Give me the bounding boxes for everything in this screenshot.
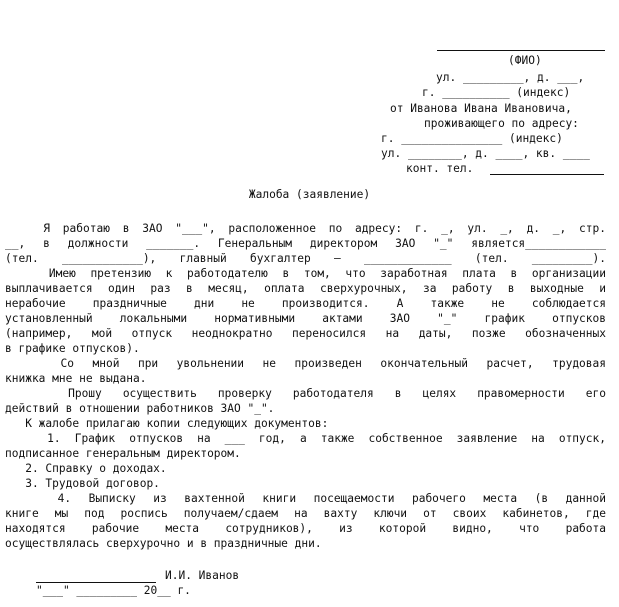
signature-name: И.И. Иванов <box>165 569 240 582</box>
signature-rule <box>36 582 156 583</box>
body-line: 1. График отпусков на ___ год, а также собственное заявление на отпуск, <box>5 432 606 445</box>
body-line: книге мы под роспись получаем/сдаем на вахту ключи от своих кабинетов, где <box>5 507 606 520</box>
body-line: книжка мне не выдана. <box>5 372 147 385</box>
body-line: установленный локальными нормативными актами ЗАО "_" график отпусков <box>5 312 606 325</box>
body-line: выплачивается один раз в месяц, оплата сверхурочных, за работу в выходные и <box>5 282 606 295</box>
sender-living: проживающего по адресу: <box>424 117 579 130</box>
fio-label: (ФИО) <box>508 54 542 67</box>
body-line: 2. Справку о доходах. <box>5 462 167 475</box>
sender-street: ул. ________, д. ____, кв. ____ <box>381 147 590 160</box>
body-line: Имею претензию к работодателю в том, что заработная плата в организации <box>5 267 606 280</box>
body-line: нерабочие праздничные дни не производится. А также не соблюдается <box>5 297 606 310</box>
body-line: Я работаю в ЗАО "___", расположенное по адресу: г. _, ул. _, д. _, стр. <box>5 222 606 235</box>
body-line: 3. Трудовой договор. <box>5 477 160 490</box>
body-line: в графике отпусков). <box>5 342 140 355</box>
sender-city: г. _______________ (индекс) <box>381 132 563 145</box>
body-line: Прошу осуществить проверку работодателя в целях правомерности его <box>5 387 606 400</box>
body-line: осуществлялась сверхурочно и в праздничные дни. <box>5 537 322 550</box>
fio-rule <box>437 50 605 51</box>
body-line: (тел. ____________), главный бухгалтер – _____________ (тел. _________). <box>5 252 606 265</box>
body-line: Со мной при увольнении не произведен окончательный расчет, трудовая <box>5 357 606 370</box>
addressee-city: г. __________ (индекс) <box>422 86 571 99</box>
sender-phone: конт. тел. <box>406 162 474 175</box>
body-line: (например, мой отпуск неоднократно переносился на даты, позже обозначенных <box>5 327 606 340</box>
sender-from: от Иванова Ивана Ивановича, <box>390 102 572 115</box>
document-title: Жалоба (заявление) <box>248 188 371 201</box>
body-line: находятся рабочие места сотрудников), из которой видно, что работа <box>5 522 606 535</box>
body-line: подписанное генеральным директором. <box>5 447 241 460</box>
phone-rule <box>490 174 604 175</box>
body-line: 4. Выписку из вахтенной книги посещаемости рабочего места (в данной <box>5 492 606 505</box>
body-line: __, в должности _______. Генеральным директором ЗАО "_" является____________ <box>5 237 606 250</box>
body-line: К жалобе прилагаю копии следующих документов: <box>5 417 329 430</box>
body-line: действий в отношении работников ЗАО "_". <box>5 402 275 415</box>
addressee-street: ул. _________, д. ___, <box>436 71 585 84</box>
signature-date: "___" _________ 20__ г. <box>36 584 191 597</box>
